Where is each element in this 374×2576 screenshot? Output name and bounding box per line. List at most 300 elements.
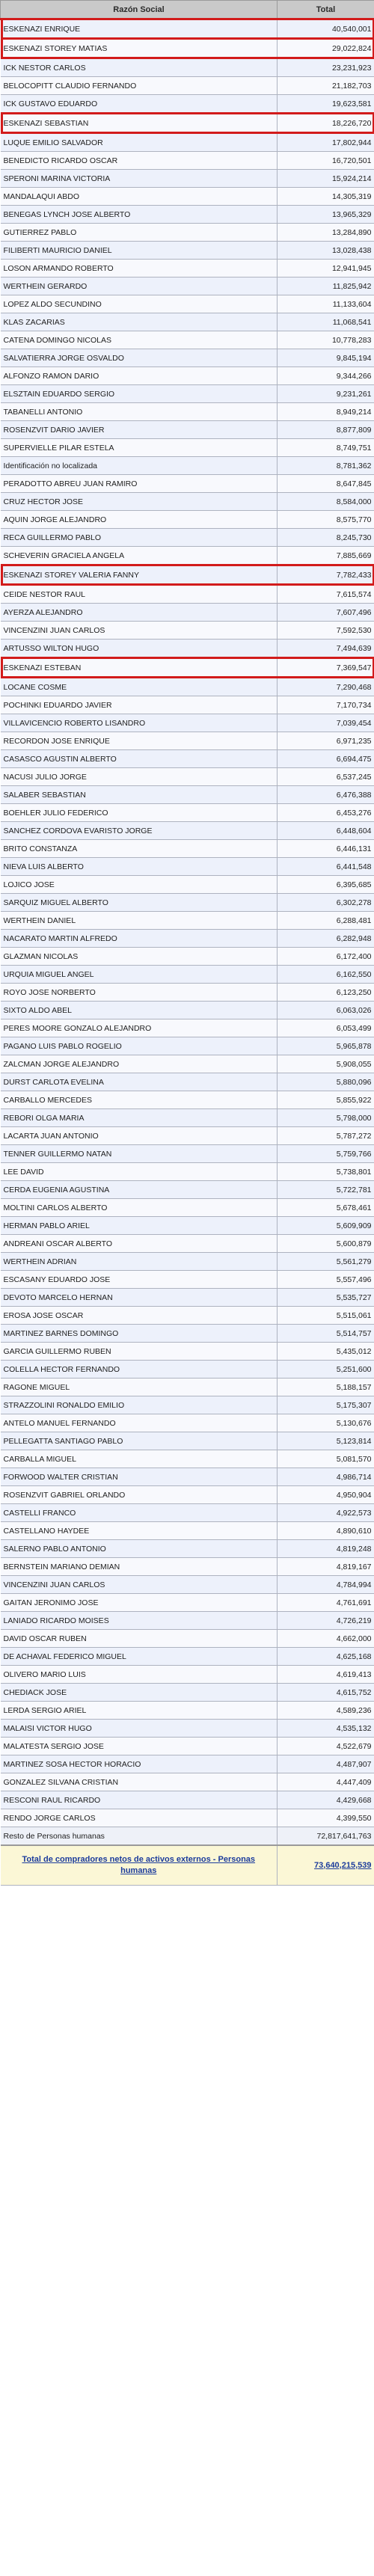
row-total: 9,231,261	[278, 385, 374, 403]
table-row	[1, 403, 374, 421]
row-total: 6,448,604	[278, 822, 374, 840]
row-name: VILLAVICENCIO ROBERTO LISANDRO	[1, 714, 278, 732]
total-label: Total de compradores netos de activos externos - Personas humanas	[1, 1845, 278, 1886]
table-row	[1, 1145, 374, 1163]
table-row	[1, 750, 374, 768]
row-name: ESKENAZI ESTEBAN	[1, 658, 278, 678]
table-row	[1, 1307, 374, 1325]
row-name: MANDALAQUI ABDO	[1, 188, 278, 206]
row-name: AQUIN JORGE ALEJANDRO	[1, 511, 278, 529]
table-row	[1, 1702, 374, 1720]
table-row	[1, 1091, 374, 1109]
row-total: 5,515,061	[278, 1307, 374, 1325]
row-name: LOCANE COSME	[1, 678, 278, 696]
row-name: CARBALLA MIGUEL	[1, 1450, 278, 1468]
row-total: 23,231,923	[278, 58, 374, 77]
row-total: 5,435,012	[278, 1343, 374, 1361]
table-row	[1, 313, 374, 331]
row-total: 6,446,131	[278, 840, 374, 858]
table-row	[1, 1361, 374, 1379]
row-total: 5,678,461	[278, 1199, 374, 1217]
row-name: BENEGAS LYNCH JOSE ALBERTO	[1, 206, 278, 224]
total-value: 73,640,215,539	[278, 1845, 374, 1886]
row-total: 4,986,714	[278, 1468, 374, 1486]
row-total: 13,965,329	[278, 206, 374, 224]
row-total: 8,877,809	[278, 421, 374, 439]
row-name: CASTELLANO HAYDEE	[1, 1522, 278, 1540]
table-row	[1, 1271, 374, 1289]
row-total: 16,720,501	[278, 152, 374, 170]
row-total: 40,540,001	[278, 19, 374, 39]
row-total: 7,494,639	[278, 640, 374, 658]
row-name: LOSON ARMANDO ROBERTO	[1, 260, 278, 277]
table-row	[1, 367, 374, 385]
row-total: 5,965,878	[278, 1037, 374, 1055]
table-row	[1, 475, 374, 493]
table-row	[1, 984, 374, 1002]
row-name: GUTIERREZ PABLO	[1, 224, 278, 242]
table-row	[1, 930, 374, 948]
row-name: ESKENAZI STOREY MATIAS	[1, 39, 278, 58]
row-total: 5,535,727	[278, 1289, 374, 1307]
row-name: POCHINKI EDUARDO JAVIER	[1, 696, 278, 714]
row-name: LOPEZ ALDO SECUNDINO	[1, 295, 278, 313]
table-row	[1, 277, 374, 295]
row-total: 5,798,000	[278, 1109, 374, 1127]
table-row	[1, 58, 374, 77]
row-total: 4,819,167	[278, 1558, 374, 1576]
table-row	[1, 457, 374, 475]
row-name: SPERONI MARINA VICTORIA	[1, 170, 278, 188]
row-name: LACARTA JUAN ANTONIO	[1, 1127, 278, 1145]
row-total: 6,395,685	[278, 876, 374, 894]
row-total: 4,487,907	[278, 1755, 374, 1773]
table-row	[1, 876, 374, 894]
row-total: 13,284,890	[278, 224, 374, 242]
row-total: 13,028,438	[278, 242, 374, 260]
row-total: 5,600,879	[278, 1235, 374, 1253]
row-total: 4,890,610	[278, 1522, 374, 1540]
table-row	[1, 1630, 374, 1648]
row-name: BOEHLER JULIO FEDERICO	[1, 804, 278, 822]
row-total: 5,081,570	[278, 1450, 374, 1468]
row-name: FORWOOD WALTER CRISTIAN	[1, 1468, 278, 1486]
row-name: BENEDICTO RICARDO OSCAR	[1, 152, 278, 170]
row-total: 6,162,550	[278, 966, 374, 984]
row-total: 19,623,581	[278, 95, 374, 114]
row-name: CATENA DOMINGO NICOLAS	[1, 331, 278, 349]
row-total: 8,575,770	[278, 511, 374, 529]
table-row	[1, 966, 374, 984]
row-name: RECORDON JOSE ENRIQUE	[1, 732, 278, 750]
table-row-highlighted	[1, 39, 374, 58]
row-name: LANIADO RICARDO MOISES	[1, 1612, 278, 1630]
table-row-highlighted	[1, 19, 374, 39]
row-name: PAGANO LUIS PABLO ROGELIO	[1, 1037, 278, 1055]
table-row	[1, 678, 374, 696]
rest-label: Resto de Personas humanas	[1, 1827, 278, 1846]
table-row	[1, 1612, 374, 1630]
row-name: ROSENZVIT GABRIEL ORLANDO	[1, 1486, 278, 1504]
table-row	[1, 622, 374, 640]
row-name: ALFONZO RAMON DARIO	[1, 367, 278, 385]
table-row-highlighted	[1, 565, 374, 585]
table-row	[1, 912, 374, 930]
table-row	[1, 1109, 374, 1127]
row-total: 5,561,279	[278, 1253, 374, 1271]
row-total: 15,924,214	[278, 170, 374, 188]
row-total: 6,453,276	[278, 804, 374, 822]
row-name: ROSENZVIT DARIO JAVIER	[1, 421, 278, 439]
table-row	[1, 349, 374, 367]
row-total: 5,722,781	[278, 1181, 374, 1199]
row-name: SALVATIERRA JORGE OSVALDO	[1, 349, 278, 367]
table-row	[1, 1235, 374, 1253]
row-name: NIEVA LUIS ALBERTO	[1, 858, 278, 876]
row-name: MOLTINI CARLOS ALBERTO	[1, 1199, 278, 1217]
rest-row	[1, 1827, 374, 1846]
row-total: 5,855,922	[278, 1091, 374, 1109]
row-name: MARTINEZ BARNES DOMINGO	[1, 1325, 278, 1343]
row-name: ANDREANI OSCAR ALBERTO	[1, 1235, 278, 1253]
row-total: 7,607,496	[278, 604, 374, 622]
table-row	[1, 1648, 374, 1666]
column-header-total: Total	[278, 1, 374, 19]
table-row	[1, 1396, 374, 1414]
row-total: 5,175,307	[278, 1396, 374, 1414]
table-row	[1, 948, 374, 966]
table-row	[1, 1199, 374, 1217]
table-row	[1, 133, 374, 152]
table-row	[1, 547, 374, 565]
row-total: 6,172,400	[278, 948, 374, 966]
row-total: 7,592,530	[278, 622, 374, 640]
table-row	[1, 331, 374, 349]
row-total: 5,880,096	[278, 1073, 374, 1091]
table-row	[1, 529, 374, 547]
column-header-name: Razón Social	[1, 1, 278, 19]
table-row	[1, 1073, 374, 1091]
row-total: 8,647,845	[278, 475, 374, 493]
row-name: ESKENAZI STOREY VALERIA FANNY	[1, 565, 278, 585]
row-name: SIXTO ALDO ABEL	[1, 1002, 278, 1019]
row-name: PERES MOORE GONZALO ALEJANDRO	[1, 1019, 278, 1037]
rest-total: 72,817,641,763	[278, 1827, 374, 1846]
row-name: COLELLA HECTOR FERNANDO	[1, 1361, 278, 1379]
row-name: URQUIA MIGUEL ANGEL	[1, 966, 278, 984]
table-row	[1, 77, 374, 95]
row-name: EROSA JOSE OSCAR	[1, 1307, 278, 1325]
row-total: 5,759,766	[278, 1145, 374, 1163]
table-row	[1, 858, 374, 876]
row-total: 14,305,319	[278, 188, 374, 206]
row-name: DURST CARLOTA EVELINA	[1, 1073, 278, 1091]
row-total: 6,063,026	[278, 1002, 374, 1019]
table-row	[1, 1055, 374, 1073]
table-row	[1, 840, 374, 858]
row-name: KLAS ZACARIAS	[1, 313, 278, 331]
row-total: 6,476,388	[278, 786, 374, 804]
row-total: 4,535,132	[278, 1720, 374, 1738]
table-row	[1, 1684, 374, 1702]
row-total: 4,922,573	[278, 1504, 374, 1522]
row-name: RENDO JORGE CARLOS	[1, 1809, 278, 1827]
row-total: 7,039,454	[278, 714, 374, 732]
row-name: PELLEGATTA SANTIAGO PABLO	[1, 1432, 278, 1450]
row-total: 6,537,245	[278, 768, 374, 786]
table-row	[1, 1773, 374, 1791]
row-total: 5,123,814	[278, 1432, 374, 1450]
row-total: 21,182,703	[278, 77, 374, 95]
table-row	[1, 768, 374, 786]
row-total: 8,949,214	[278, 403, 374, 421]
row-name: WERTHEIN GERARDO	[1, 277, 278, 295]
table-row	[1, 224, 374, 242]
row-total: 8,749,751	[278, 439, 374, 457]
table-row	[1, 1127, 374, 1145]
table-row	[1, 1594, 374, 1612]
row-name: WERTHEIN DANIEL	[1, 912, 278, 930]
row-total: 12,941,945	[278, 260, 374, 277]
table-row	[1, 1002, 374, 1019]
row-total: 6,441,548	[278, 858, 374, 876]
row-total: 5,609,909	[278, 1217, 374, 1235]
table-row	[1, 1666, 374, 1684]
row-total: 6,288,481	[278, 912, 374, 930]
table-row	[1, 1217, 374, 1235]
table-row	[1, 1414, 374, 1432]
table-row	[1, 385, 374, 403]
row-name: CERDA EUGENIA AGUSTINA	[1, 1181, 278, 1199]
table-row	[1, 786, 374, 804]
row-name: REBORI OLGA MARIA	[1, 1109, 278, 1127]
row-total: 4,761,691	[278, 1594, 374, 1612]
row-name: DEVOTO MARCELO HERNAN	[1, 1289, 278, 1307]
row-total: 6,694,475	[278, 750, 374, 768]
table-row	[1, 640, 374, 658]
row-name: GONZALEZ SILVANA CRISTIAN	[1, 1773, 278, 1791]
row-total: 4,784,994	[278, 1576, 374, 1594]
row-name: SALERNO PABLO ANTONIO	[1, 1540, 278, 1558]
table-row	[1, 1576, 374, 1594]
table-row	[1, 714, 374, 732]
total-row	[1, 1845, 374, 1886]
row-name: DE ACHAVAL FEDERICO MIGUEL	[1, 1648, 278, 1666]
row-name: LEE DAVID	[1, 1163, 278, 1181]
table-row	[1, 1540, 374, 1558]
table-row	[1, 696, 374, 714]
row-total: 7,782,433	[278, 565, 374, 585]
row-name: CASASCO AGUSTIN ALBERTO	[1, 750, 278, 768]
row-name: SCHEVERIN GRACIELA ANGELA	[1, 547, 278, 565]
row-name: TENNER GUILLERMO NATAN	[1, 1145, 278, 1163]
table-row	[1, 1163, 374, 1181]
table-row	[1, 260, 374, 277]
table-row	[1, 894, 374, 912]
table-row	[1, 1037, 374, 1055]
row-total: 4,522,679	[278, 1738, 374, 1755]
table-row	[1, 95, 374, 114]
row-name: CASTELLI FRANCO	[1, 1504, 278, 1522]
row-name: BELOCOPITT CLAUDIO FERNANDO	[1, 77, 278, 95]
row-name: MARTINEZ SOSA HECTOR HORACIO	[1, 1755, 278, 1773]
row-total: 11,068,541	[278, 313, 374, 331]
row-total: 11,133,604	[278, 295, 374, 313]
row-name: RESCONI RAUL RICARDO	[1, 1791, 278, 1809]
row-name: RECA GUILLERMO PABLO	[1, 529, 278, 547]
table-row	[1, 152, 374, 170]
row-name: RAGONE MIGUEL	[1, 1379, 278, 1396]
table-row	[1, 1522, 374, 1540]
table-row	[1, 804, 374, 822]
row-total: 6,302,278	[278, 894, 374, 912]
row-total: 10,778,283	[278, 331, 374, 349]
row-total: 6,123,250	[278, 984, 374, 1002]
header-row	[1, 1, 374, 19]
row-total: 6,971,235	[278, 732, 374, 750]
row-name: HERMAN PABLO ARIEL	[1, 1217, 278, 1235]
row-total: 11,825,942	[278, 277, 374, 295]
table-row	[1, 170, 374, 188]
row-name: SUPERVIELLE PILAR ESTELA	[1, 439, 278, 457]
row-name: ELSZTAIN EDUARDO SERGIO	[1, 385, 278, 403]
row-total: 5,738,801	[278, 1163, 374, 1181]
table-row	[1, 585, 374, 604]
row-name: GAITAN JERONIMO JOSE	[1, 1594, 278, 1612]
row-name: STRAZZOLINI RONALDO EMILIO	[1, 1396, 278, 1414]
table-row	[1, 732, 374, 750]
row-name: MALAISI VICTOR HUGO	[1, 1720, 278, 1738]
table-row	[1, 1253, 374, 1271]
row-total: 6,053,499	[278, 1019, 374, 1037]
row-name: Identificación no localizada	[1, 457, 278, 475]
row-name: FILIBERTI MAURICIO DANIEL	[1, 242, 278, 260]
row-name: CEIDE NESTOR RAUL	[1, 585, 278, 604]
row-name: BRITO CONSTANZA	[1, 840, 278, 858]
table-row	[1, 1791, 374, 1809]
table-row	[1, 511, 374, 529]
table-row	[1, 439, 374, 457]
row-name: LOJICO JOSE	[1, 876, 278, 894]
row-total: 5,188,157	[278, 1379, 374, 1396]
row-total: 7,290,468	[278, 678, 374, 696]
row-total: 29,022,824	[278, 39, 374, 58]
row-total: 5,251,600	[278, 1361, 374, 1379]
row-total: 5,787,272	[278, 1127, 374, 1145]
row-name: ESKENAZI SEBASTIAN	[1, 114, 278, 133]
table-row	[1, 295, 374, 313]
row-name: GLAZMAN NICOLAS	[1, 948, 278, 966]
row-total: 8,584,000	[278, 493, 374, 511]
table-row	[1, 1558, 374, 1576]
row-name: ESKENAZI ENRIQUE	[1, 19, 278, 39]
table-row	[1, 1343, 374, 1361]
row-name: VINCENZINI JUAN CARLOS	[1, 622, 278, 640]
row-total: 4,615,752	[278, 1684, 374, 1702]
table-row	[1, 1755, 374, 1773]
table-row	[1, 206, 374, 224]
table-row	[1, 1504, 374, 1522]
row-name: SALABER SEBASTIAN	[1, 786, 278, 804]
row-total: 4,589,236	[278, 1702, 374, 1720]
row-total: 4,950,904	[278, 1486, 374, 1504]
table-row	[1, 822, 374, 840]
row-total: 17,802,944	[278, 133, 374, 152]
row-total: 7,615,574	[278, 585, 374, 604]
row-total: 4,625,168	[278, 1648, 374, 1666]
row-total: 7,170,734	[278, 696, 374, 714]
row-name: LUQUE EMILIO SALVADOR	[1, 133, 278, 152]
row-total: 4,726,219	[278, 1612, 374, 1630]
table-row	[1, 188, 374, 206]
table-row	[1, 1289, 374, 1307]
row-name: LERDA SERGIO ARIEL	[1, 1702, 278, 1720]
table-row	[1, 1019, 374, 1037]
row-name: CHEDIACK JOSE	[1, 1684, 278, 1702]
row-name: NACUSI JULIO JORGE	[1, 768, 278, 786]
table-row	[1, 1720, 374, 1738]
row-name: ARTUSSO WILTON HUGO	[1, 640, 278, 658]
table-row	[1, 1432, 374, 1450]
row-total: 5,130,676	[278, 1414, 374, 1432]
row-name: AYERZA ALEJANDRO	[1, 604, 278, 622]
table-row	[1, 421, 374, 439]
table-row	[1, 1379, 374, 1396]
row-name: NACARATO MARTIN ALFREDO	[1, 930, 278, 948]
row-name: ROYO JOSE NORBERTO	[1, 984, 278, 1002]
row-name: SARQUIZ MIGUEL ALBERTO	[1, 894, 278, 912]
row-name: MALATESTA SERGIO JOSE	[1, 1738, 278, 1755]
row-total: 5,557,496	[278, 1271, 374, 1289]
row-name: BERNSTEIN MARIANO DEMIAN	[1, 1558, 278, 1576]
table-row	[1, 1468, 374, 1486]
row-name: PERADOTTO ABREU JUAN RAMIRO	[1, 475, 278, 493]
row-total: 4,447,409	[278, 1773, 374, 1791]
table-row	[1, 604, 374, 622]
table-row	[1, 242, 374, 260]
row-total: 4,662,000	[278, 1630, 374, 1648]
table-row	[1, 1809, 374, 1827]
row-total: 9,845,194	[278, 349, 374, 367]
table-body	[1, 19, 374, 1827]
row-total: 5,908,055	[278, 1055, 374, 1073]
table-row	[1, 493, 374, 511]
row-total: 18,226,720	[278, 114, 374, 133]
row-total: 7,369,547	[278, 658, 374, 678]
row-name: ESCASANY EDUARDO JOSE	[1, 1271, 278, 1289]
row-total: 6,282,948	[278, 930, 374, 948]
row-name: SANCHEZ CORDOVA EVARISTO JORGE	[1, 822, 278, 840]
table-row	[1, 1738, 374, 1755]
row-name: CRUZ HECTOR JOSE	[1, 493, 278, 511]
row-total: 5,514,757	[278, 1325, 374, 1343]
row-total: 4,429,668	[278, 1791, 374, 1809]
row-name: CARBALLO MERCEDES	[1, 1091, 278, 1109]
row-total: 4,619,413	[278, 1666, 374, 1684]
row-name: ZALCMAN JORGE ALEJANDRO	[1, 1055, 278, 1073]
row-total: 7,885,669	[278, 547, 374, 565]
row-name: ICK GUSTAVO EDUARDO	[1, 95, 278, 114]
row-name: WERTHEIN ADRIAN	[1, 1253, 278, 1271]
row-name: ANTELO MANUEL FERNANDO	[1, 1414, 278, 1432]
table-row	[1, 1486, 374, 1504]
row-name: VINCENZINI JUAN CARLOS	[1, 1576, 278, 1594]
row-total: 4,399,550	[278, 1809, 374, 1827]
table-row-highlighted	[1, 658, 374, 678]
row-name: TABANELLI ANTONIO	[1, 403, 278, 421]
table-row	[1, 1325, 374, 1343]
row-name: OLIVERO MARIO LUIS	[1, 1666, 278, 1684]
